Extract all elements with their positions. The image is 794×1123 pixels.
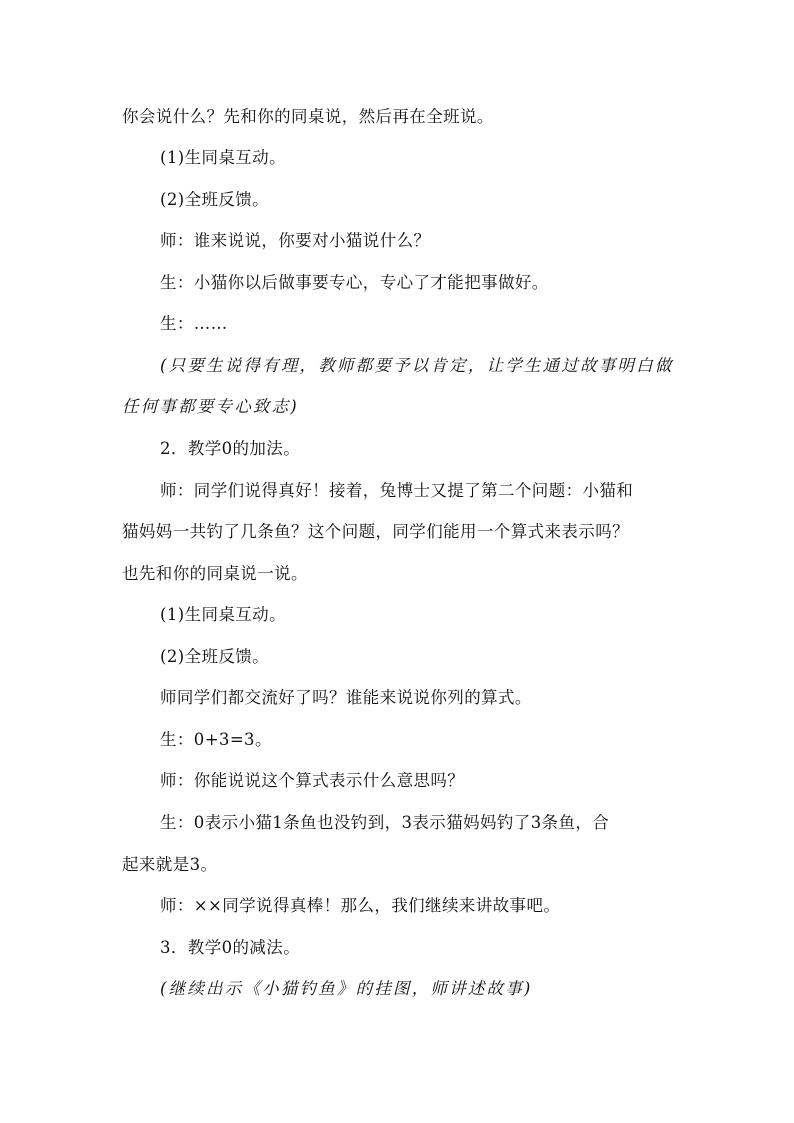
paragraph-line: (2)全班反馈。 [160,647,270,666]
section-heading: 2．教学0的加法。 [160,439,301,458]
paragraph-line: 生：0表示小猫1条鱼也没钓到，3表示猫妈妈钓了3条鱼，合 [160,813,610,832]
paragraph-line: (2)全班反馈。 [160,190,270,209]
paragraph-line: 师：××同学说得真棒！那么，我们继续来讲故事吧。 [160,896,561,915]
teaching-note-line: (继续出示《小猫钓鱼》的挂图，师讲述故事) [160,979,533,998]
paragraph-line: 师同学们都交流好了吗？谁能来说说你列的算式。 [160,688,532,707]
paragraph-line: 生：小猫你以后做事要专心，专心了才能把事做好。 [160,273,549,292]
paragraph-line: 你会说什么？先和你的同桌说，然后再在全班说。 [122,107,494,126]
paragraph-line: 也先和你的同桌说一说。 [122,564,308,583]
paragraph-line: 师：同学们说得真好！接着，兔博士又提了第二个问题：小猫和 [160,481,634,500]
paragraph-line: 猫妈妈一共钓了几条鱼？这个问题，同学们能用一个算式来表示吗？ [122,522,629,541]
paragraph-line: 起来就是3。 [122,855,218,874]
paragraph-line: (1)生同桌互动。 [160,605,286,624]
paragraph-line: 生：…… [160,314,228,333]
teaching-note-line: (只要生说得有理，教师都要予以肯定，让学生通过故事明白做 [160,356,674,375]
paragraph-line: 师：你能说说这个算式表示什么意思吗？ [160,771,465,790]
paragraph-line: 生：0+3=3。 [160,730,272,749]
teaching-note-line: 任何事都要专心致志) [122,397,299,416]
section-heading: 3．教学0的减法。 [160,938,301,957]
paragraph-line: (1)生同桌互动。 [160,148,286,167]
paragraph-line: 师：谁来说说，你要对小猫说什么？ [160,231,431,250]
